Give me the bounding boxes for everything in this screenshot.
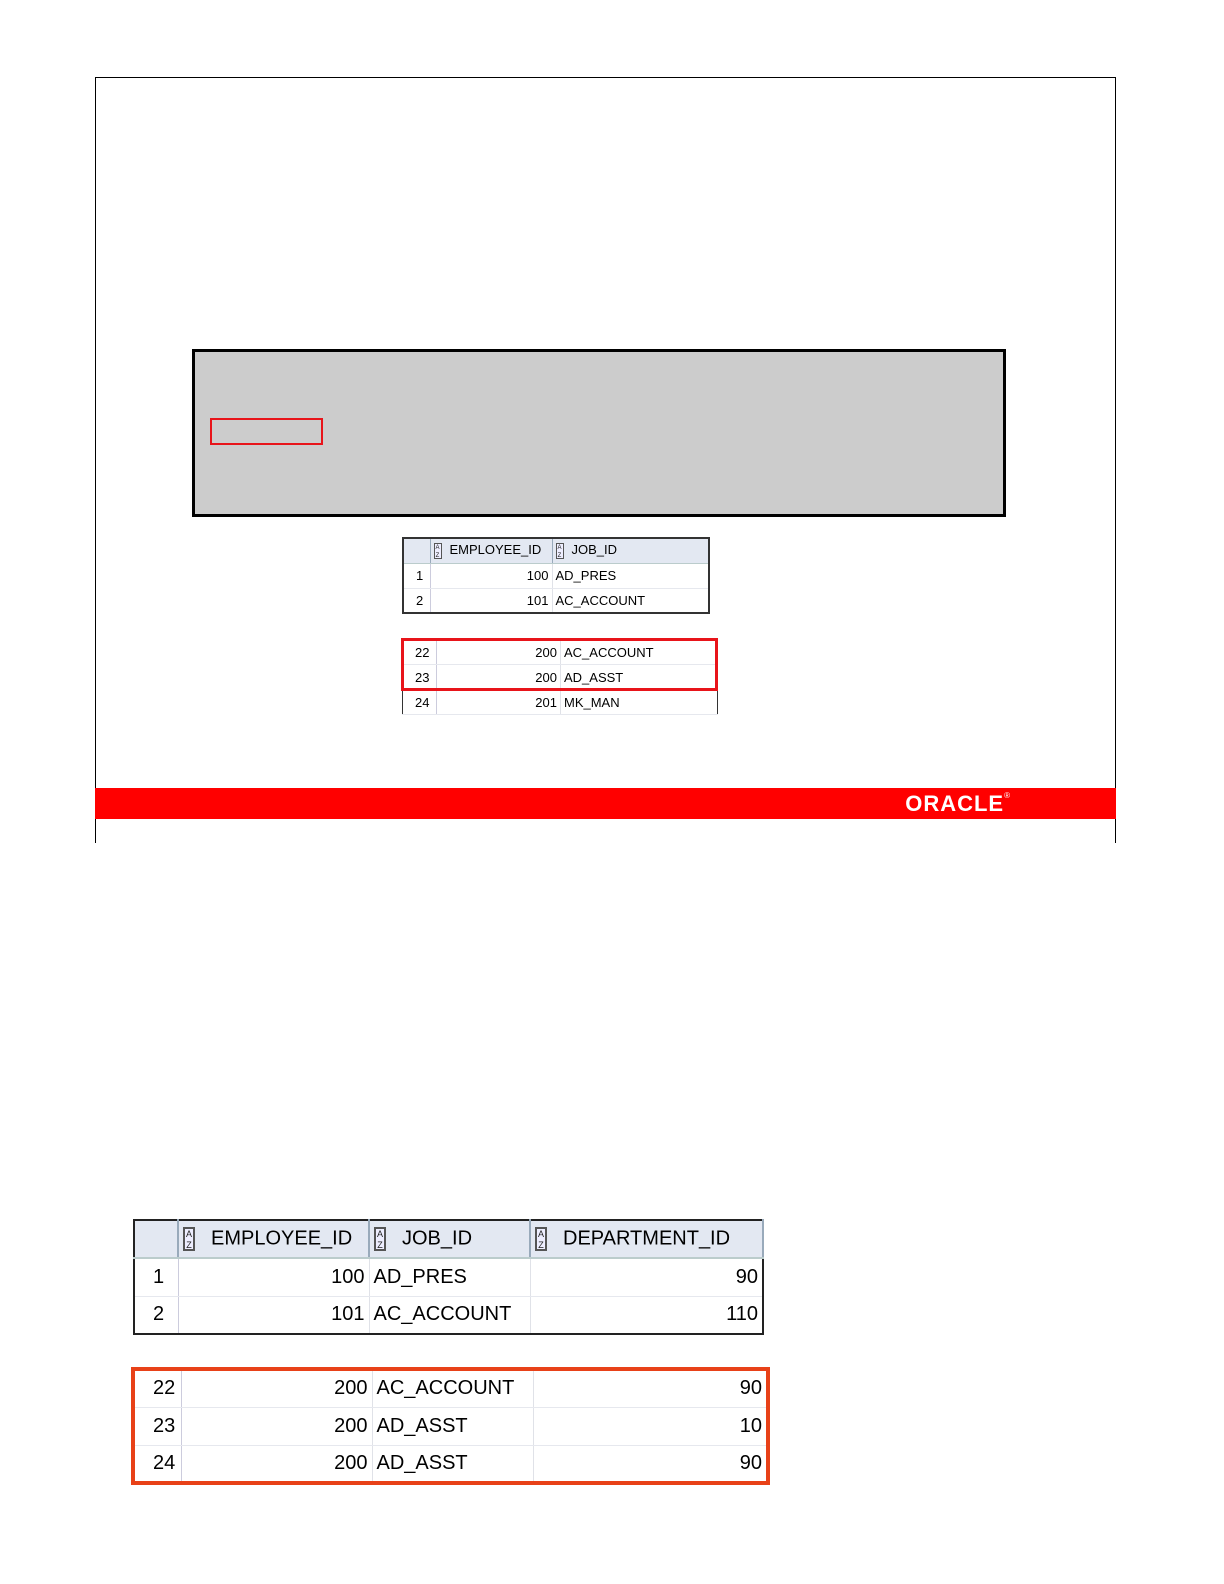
sort-icon: A Z xyxy=(183,1227,195,1251)
sort-icon: A Z xyxy=(557,545,562,560)
cell-employee-id: 200 xyxy=(437,665,561,690)
row-number: 2 xyxy=(403,588,430,613)
cell-job-id: AC_ACCOUNT xyxy=(372,1369,533,1407)
large-result-grid-bottom xyxy=(131,1367,770,1485)
cell-employee-id: 100 xyxy=(430,563,552,588)
cell-employee-id: 101 xyxy=(430,588,552,613)
row-number: 22 xyxy=(133,1369,181,1407)
column-header-department-id[interactable]: A Z DEPARTMENT_ID xyxy=(530,1220,763,1258)
row-number: 1 xyxy=(403,563,430,588)
code-highlight-box xyxy=(210,418,323,445)
cell-job-id: AD_PRES xyxy=(369,1258,530,1296)
column-header-employee-id[interactable]: A Z EMPLOYEE_ID xyxy=(430,538,552,563)
row-number: 24 xyxy=(403,690,437,715)
cell-job-id: AD_PRES xyxy=(552,563,709,588)
cell-department-id: 90 xyxy=(533,1445,768,1483)
row-number: 23 xyxy=(403,665,437,690)
sort-icon: A Z xyxy=(535,1227,547,1251)
cell-employee-id: 200 xyxy=(181,1407,372,1445)
cell-job-id: AC_ACCOUNT xyxy=(561,640,718,665)
row-number: 23 xyxy=(133,1407,181,1445)
cell-job-id: AD_ASST xyxy=(561,665,718,690)
row-number: 1 xyxy=(134,1258,178,1296)
table-row[interactable] xyxy=(134,1296,763,1334)
cell-job-id: AD_ASST xyxy=(372,1407,533,1445)
table-row[interactable] xyxy=(134,1258,763,1296)
cell-employee-id: 200 xyxy=(437,640,561,665)
cell-department-id: 10 xyxy=(533,1407,768,1445)
table-header-row xyxy=(403,538,709,563)
column-header-job-id[interactable]: A Z JOB_ID xyxy=(369,1220,530,1258)
cell-department-id: 90 xyxy=(533,1369,768,1407)
table-row[interactable] xyxy=(133,1445,768,1483)
cell-employee-id: 200 xyxy=(181,1369,372,1407)
cell-department-id: 90 xyxy=(530,1258,763,1296)
cell-job-id: AC_ACCOUNT xyxy=(369,1296,530,1334)
row-number: 2 xyxy=(134,1296,178,1334)
row-number: 22 xyxy=(403,640,437,665)
cell-job-id: AD_ASST xyxy=(372,1445,533,1483)
cell-job-id: MK_MAN xyxy=(561,690,718,715)
table-row[interactable] xyxy=(133,1407,768,1445)
large-result-grid-top xyxy=(133,1219,764,1335)
footer-bar xyxy=(95,788,1116,819)
cell-employee-id: 201 xyxy=(437,690,561,715)
sort-icon: A Z xyxy=(374,1227,386,1251)
cell-job-id: AC_ACCOUNT xyxy=(552,588,709,613)
row-number-header xyxy=(134,1220,178,1258)
table-row[interactable] xyxy=(133,1369,768,1407)
small-result-grid-top xyxy=(402,537,710,614)
cell-employee-id: 200 xyxy=(181,1445,372,1483)
oracle-logo: ORACLE® xyxy=(905,791,1011,816)
sql-code-box xyxy=(192,349,1006,517)
row-number: 24 xyxy=(133,1445,181,1483)
row-number-header xyxy=(403,538,430,563)
column-header-employee-id[interactable]: A Z EMPLOYEE_ID xyxy=(178,1220,369,1258)
table-header-row xyxy=(134,1220,763,1258)
table-row[interactable] xyxy=(403,690,718,715)
cell-employee-id: 101 xyxy=(178,1296,369,1334)
cell-department-id: 110 xyxy=(530,1296,763,1334)
highlight-duplicate-rows xyxy=(401,638,718,691)
table-row[interactable] xyxy=(403,563,709,588)
cell-employee-id: 100 xyxy=(178,1258,369,1296)
table-row[interactable] xyxy=(403,588,709,613)
column-header-job-id[interactable]: A Z JOB_ID xyxy=(552,538,709,563)
sort-icon: A Z xyxy=(435,545,440,560)
